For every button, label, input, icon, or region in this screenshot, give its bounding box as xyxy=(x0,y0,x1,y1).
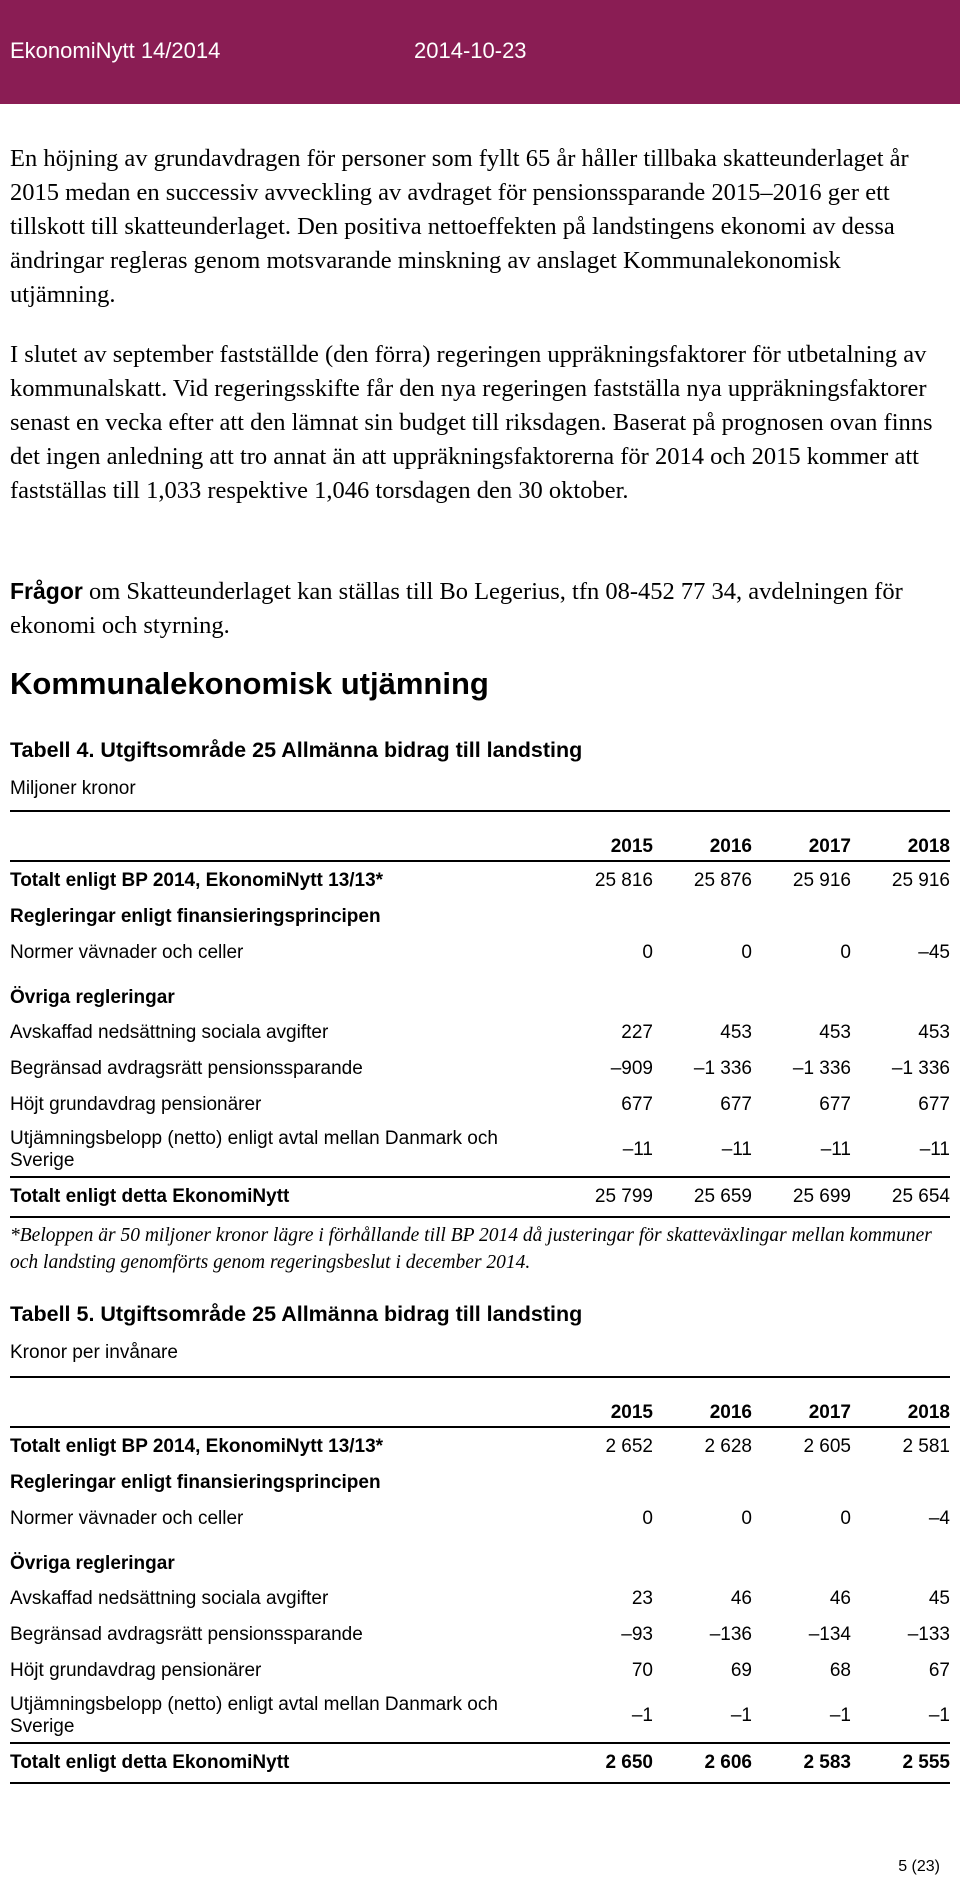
table4-header-row xyxy=(10,811,950,861)
table-row xyxy=(10,1123,950,1177)
paragraph-uppräkningsfaktorer: I slutet av september fastställde (den förra) regeringen uppräkningsfaktorer för utbetalning av kommunalskatt. Vid regeringsskifte får den nya regeringen fastställa nya uppräkningsfaktorer senast en vecka efter att den lämnat sin budget till riksdagen. Baserat på prognosen ovan finns det ingen anledning att tro annat än att uppräkningsfaktorerna för 2014 och 2015 kommer att fastställas till 1,033 respektive 1,046 torsdagen den 30 oktober. xyxy=(10,341,933,504)
table-row xyxy=(10,971,950,1015)
row-value: 0 xyxy=(840,1508,851,1529)
table4-year-header: 2015 xyxy=(610,836,653,857)
row-value: 0 xyxy=(642,942,653,963)
table5-year-header: 2018 xyxy=(907,1402,950,1423)
row-value: –4 xyxy=(928,1508,950,1529)
row-value: 25 916 xyxy=(891,869,950,891)
row-value: –11 xyxy=(919,1138,950,1160)
table-row xyxy=(10,1537,950,1581)
row-label: Begränsad avdragsrätt pensionssparande xyxy=(10,1624,363,1645)
row-value: 0 xyxy=(741,942,752,963)
row-value: 67 xyxy=(928,1660,950,1681)
row-label: Höjt grundavdrag pensionärer xyxy=(10,1660,262,1681)
table5-title: Tabell 5. Utgiftsområde 25 Allmänna bidrag till landsting xyxy=(10,1302,583,1326)
row-value xyxy=(752,971,851,1015)
row-value: 677 xyxy=(621,1094,653,1115)
row-value: 25 659 xyxy=(653,1177,752,1217)
table-row xyxy=(10,1689,950,1743)
row-label: Regleringar enligt finansieringsprincipen xyxy=(10,906,381,927)
table-row xyxy=(10,1581,950,1617)
row-value: 69 xyxy=(730,1660,752,1681)
row-value: 25 876 xyxy=(693,869,752,891)
row-value: 677 xyxy=(918,1094,950,1115)
row-label: Utjämningsbelopp (netto) enligt avtal mellan Danmark och Sverige xyxy=(10,1127,498,1171)
publication-date: 2014-10-23 xyxy=(414,38,527,63)
row-value: –1 336 xyxy=(891,1058,950,1079)
row-value: 453 xyxy=(819,1022,851,1043)
row-value xyxy=(752,1537,851,1581)
row-value: 2 583 xyxy=(752,1743,851,1783)
row-value: 23 xyxy=(631,1588,653,1609)
row-value: –45 xyxy=(918,942,950,963)
table5-header-row xyxy=(10,1377,950,1427)
page-header xyxy=(0,0,960,104)
row-label: Utjämningsbelopp (netto) enligt avtal mellan Danmark och Sverige xyxy=(10,1693,498,1737)
row-value: 25 699 xyxy=(752,1177,851,1217)
table5-year-header: 2015 xyxy=(610,1402,653,1423)
row-value: 70 xyxy=(631,1660,653,1681)
paragraph-contact xyxy=(10,574,945,643)
row-value: 2 555 xyxy=(851,1743,950,1783)
row-value: –1 336 xyxy=(792,1058,851,1079)
table-row xyxy=(10,899,950,935)
row-value: 2 628 xyxy=(704,1435,752,1457)
table-row xyxy=(10,1051,950,1087)
row-value xyxy=(752,1465,851,1501)
row-value: 2 650 xyxy=(554,1743,653,1783)
row-value: 2 581 xyxy=(902,1435,950,1457)
row-value xyxy=(554,971,653,1015)
table4-year-header: 2017 xyxy=(808,836,851,857)
row-label: Totalt enligt BP 2014, EkonomiNytt 13/13* xyxy=(10,869,384,891)
row-value: –1 xyxy=(730,1704,752,1726)
row-value: 25 816 xyxy=(594,869,653,891)
row-value: –136 xyxy=(709,1624,752,1645)
row-label: Totalt enligt detta EkonomiNytt xyxy=(10,1743,554,1783)
publication-title: EkonomiNytt 14/2014 xyxy=(10,38,221,63)
row-label: Begränsad avdragsrätt pensionssparande xyxy=(10,1058,363,1079)
table-row xyxy=(10,1427,950,1465)
row-value: –11 xyxy=(622,1138,653,1160)
row-value: 453 xyxy=(720,1022,752,1043)
table-row xyxy=(10,1501,950,1537)
row-value xyxy=(851,899,950,935)
row-value: –93 xyxy=(621,1624,653,1645)
row-value: –11 xyxy=(820,1138,851,1160)
row-value: –133 xyxy=(907,1624,950,1645)
row-value xyxy=(851,971,950,1015)
table-row-total xyxy=(10,1177,950,1217)
row-label: Avskaffad nedsättning sociala avgifter xyxy=(10,1588,329,1609)
row-label: Totalt enligt BP 2014, EkonomiNytt 13/13* xyxy=(10,1435,384,1457)
row-value xyxy=(752,899,851,935)
row-value: 0 xyxy=(642,1508,653,1529)
row-value: –11 xyxy=(721,1138,752,1160)
row-label: Höjt grundavdrag pensionärer xyxy=(10,1094,262,1115)
row-label: Normer vävnader och celler xyxy=(10,942,244,963)
row-value xyxy=(851,1537,950,1581)
row-value: 0 xyxy=(741,1508,752,1529)
table5-corner xyxy=(10,1377,554,1427)
row-value xyxy=(653,1537,752,1581)
table-row xyxy=(10,1465,950,1501)
paragraph-grundavdrag: En höjning av grundavdragen för personer som fyllt 65 år håller tillbaka skatteunderlaget år 2015 medan en successiv avveckling av avdraget för pensionssparande 2015–2016 ger ett tillskott till skatteunderlaget. Den positiva nettoeffekten på landstingens ekonomi av dessa ändringar regleras genom motsvarande minskning av anslaget Kommunalekonomisk utjämning. xyxy=(10,145,909,308)
section-heading: Kommunalekonomisk utjämning xyxy=(10,666,489,701)
table5 xyxy=(10,1376,950,1784)
row-value: 0 xyxy=(840,942,851,963)
row-value: –1 xyxy=(928,1704,950,1726)
contact-text: om Skatteunderlaget kan ställas till Bo Legerius, tfn 08-452 77 34, avdelningen för ekonomi och styrning. xyxy=(10,578,903,639)
table5-year-header: 2017 xyxy=(808,1402,851,1423)
table4-year-header: 2018 xyxy=(907,836,950,857)
row-value xyxy=(554,1465,653,1501)
contact-lead: Frågor xyxy=(10,578,83,604)
row-value xyxy=(653,899,752,935)
row-value: 68 xyxy=(829,1660,851,1681)
table-row xyxy=(10,1087,950,1123)
row-value: 46 xyxy=(730,1588,752,1609)
row-value: 25 799 xyxy=(554,1177,653,1217)
row-value: –1 336 xyxy=(693,1058,752,1079)
row-label: Normer vävnader och celler xyxy=(10,1508,244,1529)
row-label: Avskaffad nedsättning sociala avgifter xyxy=(10,1022,329,1043)
table4-title: Tabell 4. Utgiftsområde 25 Allmänna bidrag till landsting xyxy=(10,738,583,762)
table5-year-header: 2016 xyxy=(709,1402,752,1423)
row-value: 677 xyxy=(819,1094,851,1115)
row-value: –134 xyxy=(808,1624,851,1645)
table4 xyxy=(10,810,950,1218)
table4-year-header: 2016 xyxy=(709,836,752,857)
row-value: –1 xyxy=(829,1704,851,1726)
row-value xyxy=(653,1465,752,1501)
row-label: Övriga regleringar xyxy=(10,987,175,1008)
row-label: Totalt enligt detta EkonomiNytt xyxy=(10,1177,554,1217)
row-value: 46 xyxy=(829,1588,851,1609)
page-number: 5 (23) xyxy=(898,1858,940,1875)
row-value: –1 xyxy=(631,1704,653,1726)
row-value xyxy=(554,899,653,935)
row-value xyxy=(851,1465,950,1501)
table-row xyxy=(10,935,950,971)
row-value: 453 xyxy=(918,1022,950,1043)
row-value: 2 606 xyxy=(653,1743,752,1783)
table4-corner xyxy=(10,811,554,861)
table-row xyxy=(10,1653,950,1689)
row-value: 2 652 xyxy=(605,1435,653,1457)
row-label: Regleringar enligt finansieringsprincipen xyxy=(10,1472,381,1493)
row-label: Övriga regleringar xyxy=(10,1553,175,1574)
row-value xyxy=(554,1537,653,1581)
table-row xyxy=(10,1617,950,1653)
table5-unit: Kronor per invånare xyxy=(10,1342,178,1363)
table4-footnote: *Beloppen är 50 miljoner kronor lägre i förhållande till BP 2014 då justeringar för skatteväxlingar mellan kommuner och landsting genomförts genom regeringsbeslut i december 2014. xyxy=(10,1225,932,1273)
row-value: 677 xyxy=(720,1094,752,1115)
table4-unit: Miljoner kronor xyxy=(10,778,136,799)
row-value: 25 916 xyxy=(792,869,851,891)
table-row xyxy=(10,861,950,899)
row-value: –909 xyxy=(610,1058,653,1079)
row-value xyxy=(653,971,752,1015)
row-value: 45 xyxy=(928,1588,950,1609)
table-row-total xyxy=(10,1743,950,1783)
table-row xyxy=(10,1015,950,1051)
row-value: 2 605 xyxy=(803,1435,851,1457)
row-value: 227 xyxy=(621,1022,653,1043)
row-value: 25 654 xyxy=(851,1177,950,1217)
